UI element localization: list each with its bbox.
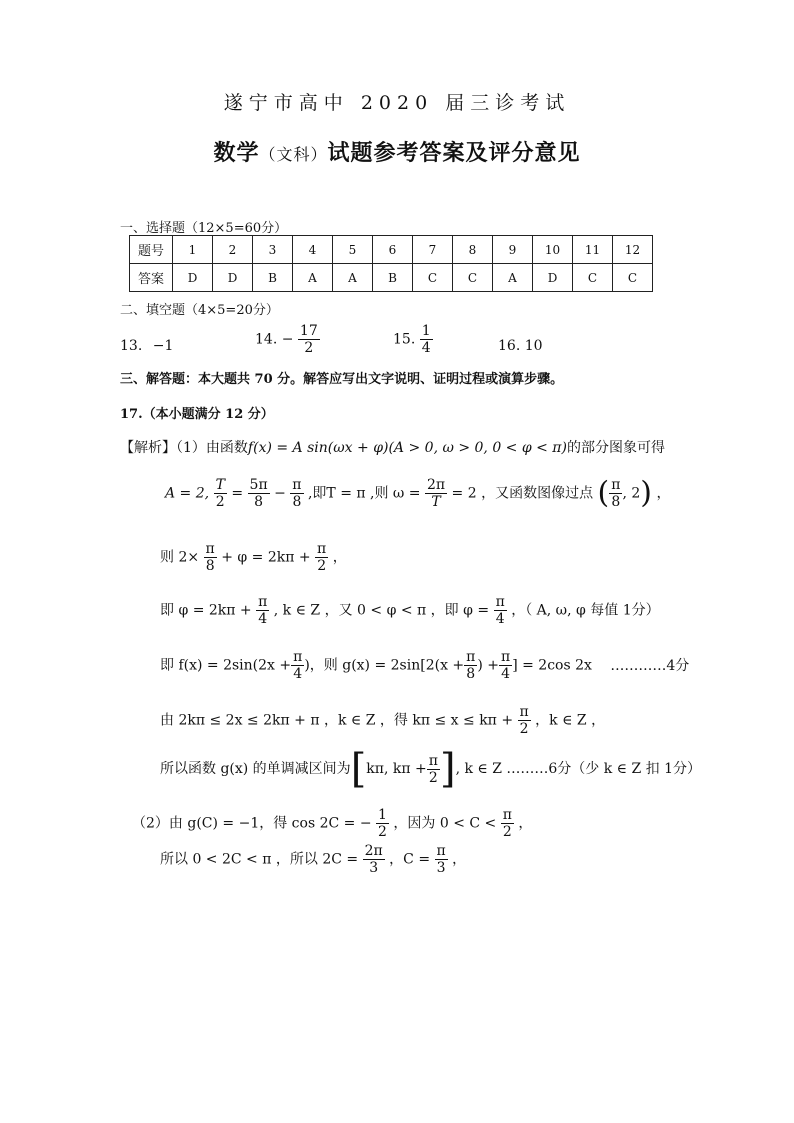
fraction: $\frac{\pi}{3}$	[436, 843, 446, 876]
solution-text: 的部分图象可得	[566, 440, 665, 456]
fraction: $\frac{T}{2}$	[215, 477, 225, 510]
q14-sign: −	[281, 331, 294, 348]
fraction: $\frac{\pi}{2}$	[317, 541, 327, 574]
document-subtitle	[0, 136, 794, 167]
document-title: 遂宁市高中 2020 届三诊考试	[223, 92, 571, 114]
math-text: ] = 2cos 2x	[512, 657, 592, 674]
math-text: ,即T = π ,则 ω =	[307, 485, 421, 502]
minus: −	[274, 485, 286, 502]
table-cell: B	[253, 264, 293, 292]
fraction: $\frac{2\pi}{3}$	[364, 843, 383, 876]
fraction: $\frac{5\pi}{8}$	[249, 477, 268, 510]
math-text: ，C =	[389, 851, 431, 868]
solution-part2-line-1	[132, 808, 532, 839]
row-head-answer: 答案	[130, 264, 173, 292]
fraction: $\frac{\pi}{8}$	[611, 477, 621, 510]
solution-text: （1）由函数	[176, 440, 248, 456]
score-note: …………4分	[610, 657, 690, 674]
function-expression: f(x) = A sin(ωx + φ)(A > 0, ω > 0, 0 < φ < π)	[247, 440, 567, 456]
table-cell: A	[493, 264, 533, 292]
punct: ，	[452, 851, 467, 868]
q15-label: 15.	[393, 331, 416, 348]
fraction: $\frac{\pi}{4}$	[258, 594, 268, 627]
paren-left: (	[597, 475, 610, 511]
table-cell: 2	[213, 236, 253, 264]
table-cell: 5	[333, 236, 373, 264]
math-text: 由 2kπ ≤ 2x ≤ 2kπ + π ，k ∈ Z ，得 kπ ≤ x ≤ kπ +	[160, 712, 514, 729]
math-text: ，因为 0 < C <	[393, 815, 497, 832]
section-choice-heading: 一、选择题（12×5=60分）	[120, 221, 288, 236]
math-text: （2）由 g(C) = −1，得 cos 2C = −	[132, 815, 372, 832]
math-text: 则 2×	[160, 549, 200, 566]
section-solution-heading: 三、解答题：本大题共 70 分。解答应写出文字说明、证明过程或演算步骤。	[120, 372, 564, 387]
fraction: $\frac{\pi}{8}$	[292, 477, 302, 510]
fraction: $\frac{\pi}{2}$	[428, 752, 438, 786]
table-cell: 12	[613, 236, 653, 264]
table-cell: 10	[533, 236, 573, 264]
equals: =	[231, 485, 244, 502]
fill-answer-13	[120, 338, 173, 354]
section-fill-heading: 二、填空题（4×5=20分）	[120, 303, 279, 318]
table-cell: 7	[413, 236, 453, 264]
table-cell: D	[213, 264, 253, 292]
table-cell: C	[453, 264, 493, 292]
table-cell: C	[613, 264, 653, 292]
table-cell: D	[533, 264, 573, 292]
math-text: + φ = 2kπ +	[221, 549, 311, 566]
math-text: 所以 0 < 2C < π ，所以 2C =	[160, 851, 359, 868]
solution-line-5	[160, 650, 689, 681]
subtitle-track: （文科）	[259, 145, 328, 164]
math-text: 所以函数 g(x) 的单调减区间为	[160, 761, 351, 777]
table-cell: 4	[293, 236, 333, 264]
fill-answer-16: 16. 10	[498, 338, 543, 354]
table-cell: 3	[253, 236, 293, 264]
solution-line-6	[160, 705, 605, 736]
question-17-heading: 17.（本小题满分 12 分）	[120, 407, 274, 422]
q15-fraction: $\frac{1}{4}$	[421, 323, 431, 356]
paren-right: )	[640, 475, 652, 511]
bracket-right: ]	[439, 746, 456, 792]
fill-answer-15	[393, 324, 433, 355]
solution-part2-line-2	[160, 844, 466, 875]
fill-answer-14	[255, 324, 320, 355]
fraction: $\frac{\pi}{4}$	[501, 649, 511, 682]
math-text: )，则 g(x) = 2sin[2(x +	[304, 657, 465, 674]
table-cell: 8	[453, 236, 493, 264]
math-text: A = 2,	[165, 485, 210, 502]
punct: ，	[332, 549, 347, 566]
math-text: ，k ∈ Z ，	[535, 712, 606, 729]
fraction: $\frac{1}{2}$	[378, 807, 387, 840]
q13-value: −1	[152, 338, 174, 354]
q14-label: 14.	[255, 331, 278, 348]
fraction: $\frac{\pi}{2}$	[519, 704, 529, 737]
table-cell: C	[573, 264, 613, 292]
table-cell: 6	[373, 236, 413, 264]
subtitle-subject: 数学	[213, 140, 260, 166]
fraction: $\frac{2\pi}{T}$	[426, 477, 446, 510]
math-text: kπ, kπ +	[366, 761, 427, 777]
solution-line-1	[120, 437, 665, 457]
math-text: 即 φ = 2kπ +	[160, 602, 252, 619]
table-cell: A	[333, 264, 373, 292]
math-text: , k ∈ Z ，又 0 < φ < π ，即 φ =	[273, 602, 490, 619]
math-text: = 2 ，又函数图像过点	[451, 485, 594, 502]
punct: ，	[656, 485, 671, 502]
table-cell: 11	[573, 236, 613, 264]
q13-label: 13.	[120, 338, 143, 354]
bracket-left: [	[350, 746, 367, 792]
fraction: $\frac{\pi}{2}$	[502, 807, 512, 840]
solution-line-2	[165, 475, 671, 511]
fraction: $\frac{\pi}{4}$	[293, 649, 303, 682]
table-cell: A	[293, 264, 333, 292]
subtitle-rest: 试题参考答案及评分意见	[327, 140, 581, 166]
punct: ，	[518, 815, 533, 832]
math-text: , k ∈ Z ………6分（少 k ∈ Z 扣 1分）	[455, 761, 702, 777]
math-text: 即 f(x) = 2sin(2x +	[160, 657, 292, 674]
table-cell: C	[413, 264, 453, 292]
fraction: $\frac{\pi}{8}$	[466, 649, 476, 682]
q14-fraction: $\frac{17}{2}$	[299, 323, 318, 356]
answer-table	[129, 235, 653, 292]
math-text: ) +	[477, 657, 500, 674]
table-cell: 9	[493, 236, 533, 264]
row-head-number: 题号	[130, 236, 173, 264]
fraction: $\frac{\pi}{8}$	[205, 541, 215, 574]
table-cell: 1	[173, 236, 213, 264]
solution-line-7	[160, 746, 702, 792]
solution-line-3	[160, 542, 347, 573]
table-row-numbers	[130, 236, 653, 264]
solution-line-4	[160, 595, 660, 626]
solution-tag: 【解析】	[120, 440, 176, 456]
table-cell: B	[373, 264, 413, 292]
fraction: $\frac{\pi}{4}$	[495, 594, 505, 627]
math-text: ，（ A, ω, φ 每值 1分）	[511, 602, 660, 619]
math-text: , 2	[622, 485, 641, 502]
table-cell: D	[173, 264, 213, 292]
table-row-answers	[130, 264, 653, 292]
